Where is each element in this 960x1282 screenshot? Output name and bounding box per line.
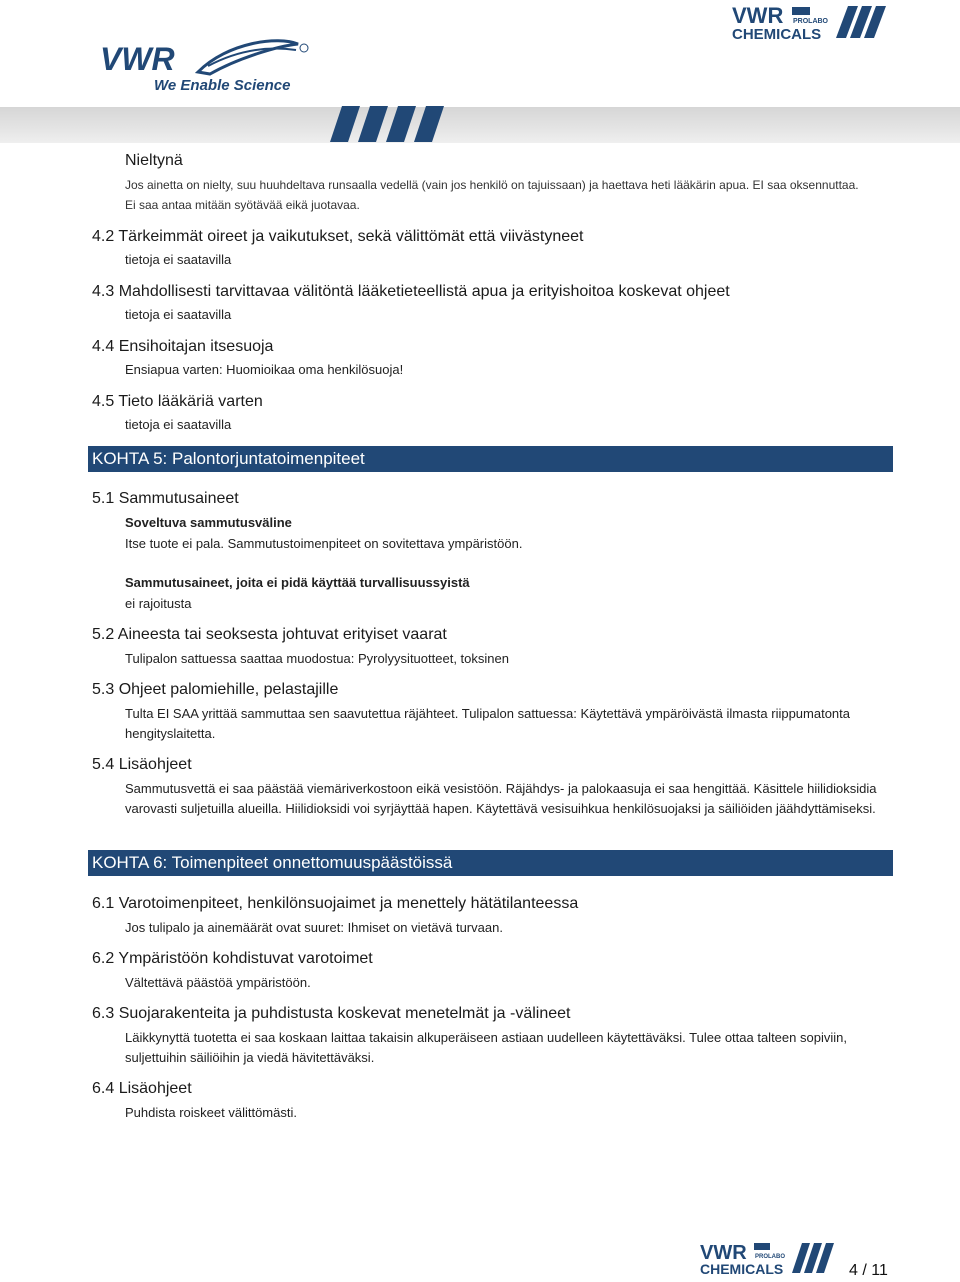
section-4-3-text: tietoja ei saatavilla [125,307,232,322]
footer-logo-prolabo: PROLABO [755,1254,785,1260]
section-4-4-text: Ensiapua varten: Huomioikaa oma henkilösuoja! [125,362,404,377]
section-4-2-title: 4.2 Tärkeimmät oireet ja vaikutukset, sekä välittömät että viivästyneet [92,228,584,245]
logo-right-prolabo: PROLABO [793,18,828,25]
section-5-4-text: Sammutusvettä ei saa päästää viemäriverkostoon eikä vesistöön. Räjähdys- ja palokaasuja ei saa hengittää. Käsittele hiilidioksidia varovasti suljetuilla alueilla. Hiilidioksidi voi syrjäyttää hapen. Käytettävä vesisuihkua henkilösuojaksi ja säiliöiden jäähdyttämiseksi. [125,781,877,816]
logo-left-tagline: We Enable Science [154,77,291,94]
footer-vwr-chemicals-logo [700,1241,840,1277]
section-5-1-subheading-2: Sammutusaineet, joita ei pidä käyttää turvallisuussyistä [125,575,470,590]
section-6-1-title: 6.1 Varotoimenpiteet, henkilönsuojaimet ja menettely hätätilanteessa [92,895,579,912]
section-5-2-text: Tulipalon sattuessa saattaa muodostua: Pyrolyysituotteet, toksinen [125,651,509,666]
section-4-4-title: 4.4 Ensihoitajan itsesuoja [92,338,274,355]
section-5-4-title: 5.4 Lisäohjeet [92,756,192,773]
section-5-3-text: Tulta EI SAA yrittää sammuttaa sen saavutettua räjähteet. Tulipalon sattuessa: Käytettävä ympäröivästä ilmasta riippumatonta hengityslaitetta. [125,706,851,741]
kohta-6-bar: KOHTA 6: Toimenpiteet onnettomuuspäästöissä [88,850,893,876]
section-6-4-title: 6.4 Lisäohjeet [92,1080,192,1097]
nieltyna-text: Jos ainetta on nielty, suu huuhdeltava runsaalla vedellä (vain jos henkilö on tajuissaan) ja haettava heti lääkärin apua. EI saa oksennuttaa. Ei saa antaa mitään syötävää eikä juotavaa. [125,178,859,212]
section-4-2-text: tietoja ei saatavilla [125,252,232,267]
footer-logo-chemicals: CHEMICALS [700,1261,784,1277]
section-5-3-title: 5.3 Ohjeet palomiehille, pelastajille [92,681,339,698]
logo-left-vwr: VWR [100,41,175,77]
section-5-2-title: 5.2 Aineesta tai seoksesta johtuvat erityiset vaarat [92,626,447,643]
section-6-2-text: Vältettävä päästöä ympäristöön. [125,975,311,990]
section-6-2-title: 6.2 Ympäristöön kohdistuvat varotoimet [92,950,373,967]
section-4-5-text: tietoja ei saatavilla [125,417,232,432]
header-stripes-decoration [330,100,470,145]
vwr-we-enable-science-logo [98,36,313,94]
section-5-1-title: 5.1 Sammutusaineet [92,490,239,507]
header-band [0,107,960,143]
logo-right-chemicals: CHEMICALS [732,26,822,42]
section-5-1-subheading-1: Soveltuva sammutusväline [125,515,292,530]
kohta-5-bar: KOHTA 5: Palontorjuntatoimenpiteet [88,446,893,472]
logo-right-vwr: VWR [732,4,784,28]
section-6-3-text: Läikkynyttä tuotetta ei saa koskaan laittaa takaisin alkuperäiseen astiaan uudelleen käytettäväksi. Tulee ottaa talteen sopiviin, suljettuihin säiliöihin ja viedä hävitettäväksi. [125,1030,847,1065]
vwr-chemicals-logo [730,4,900,42]
section-4-3-title: 4.3 Mahdollisesti tarvittavaa välitöntä lääketieteellistä apua ja erityishoitoa koskevat ohjeet [92,283,730,300]
section-5-1-text-2: ei rajoitusta [125,596,192,611]
page-header [0,0,960,145]
section-4-5-title: 4.5 Tieto lääkäriä varten [92,393,263,410]
page-number: 4 / 11 [849,1262,888,1279]
section-6-4-text: Puhdista roiskeet välittömästi. [125,1105,297,1120]
section-5-1-text-1: Itse tuote ei pala. Sammutustoimenpiteet on sovitettava ympäristöön. [125,536,523,551]
section-6-1-text: Jos tulipalo ja ainemäärät ovat suuret: Ihmiset on vietävä turvaan. [125,920,503,935]
nieltyna-heading: Nieltynä [125,152,183,169]
section-6-3-title: 6.3 Suojarakenteita ja puhdistusta koskevat menetelmät ja -välineet [92,1005,571,1022]
footer-logo-vwr: VWR [700,1242,747,1264]
